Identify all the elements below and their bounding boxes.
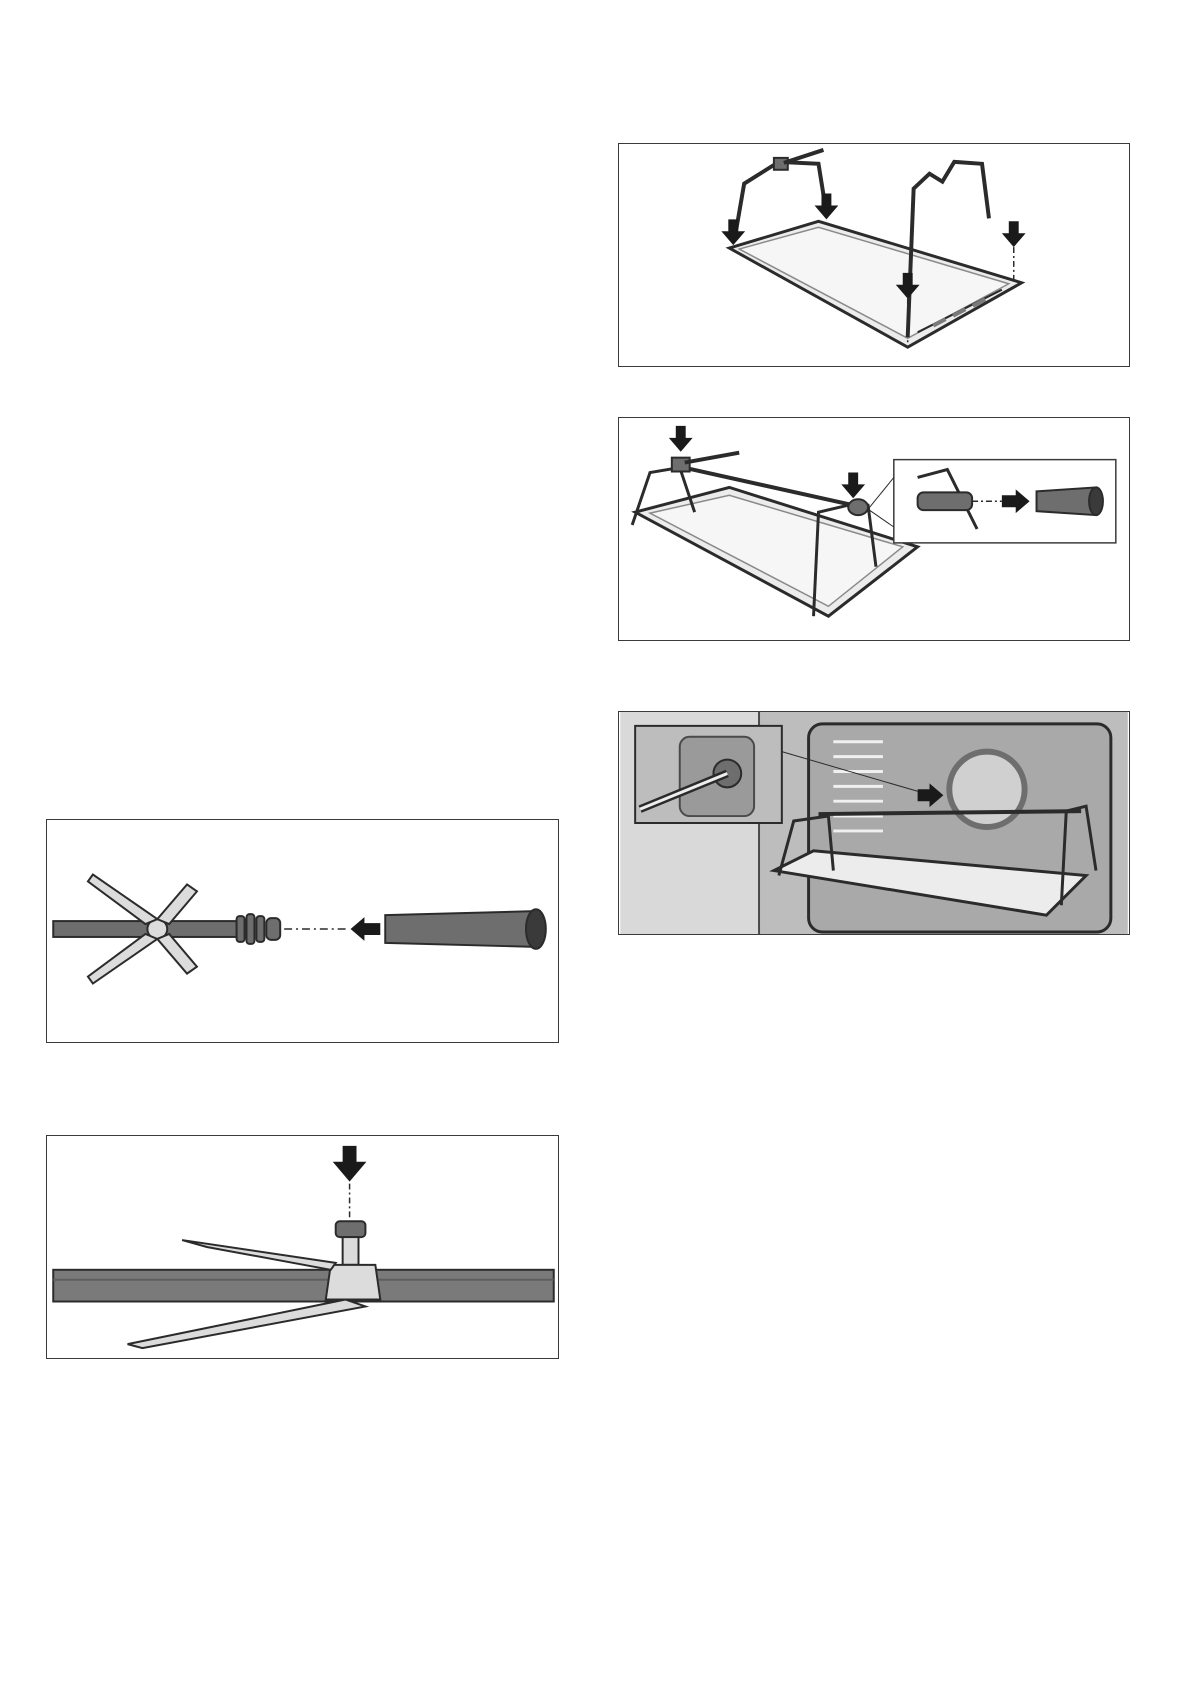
figure-spit-assembly: [618, 417, 1130, 641]
spit-handle-attach-illustration: [47, 820, 558, 1042]
figure-tray-supports: [618, 143, 1130, 367]
tray-with-spit-supports-illustration: [619, 144, 1129, 366]
figure-fork-screw: [46, 1135, 559, 1359]
figure-handle-attach: [46, 819, 559, 1043]
fork-screw-tighten-illustration: [47, 1136, 558, 1358]
figure-oven-insert: [618, 711, 1130, 935]
spit-assembly-on-tray-illustration: [619, 418, 1129, 640]
oven-insertion-illustration: [619, 712, 1129, 934]
